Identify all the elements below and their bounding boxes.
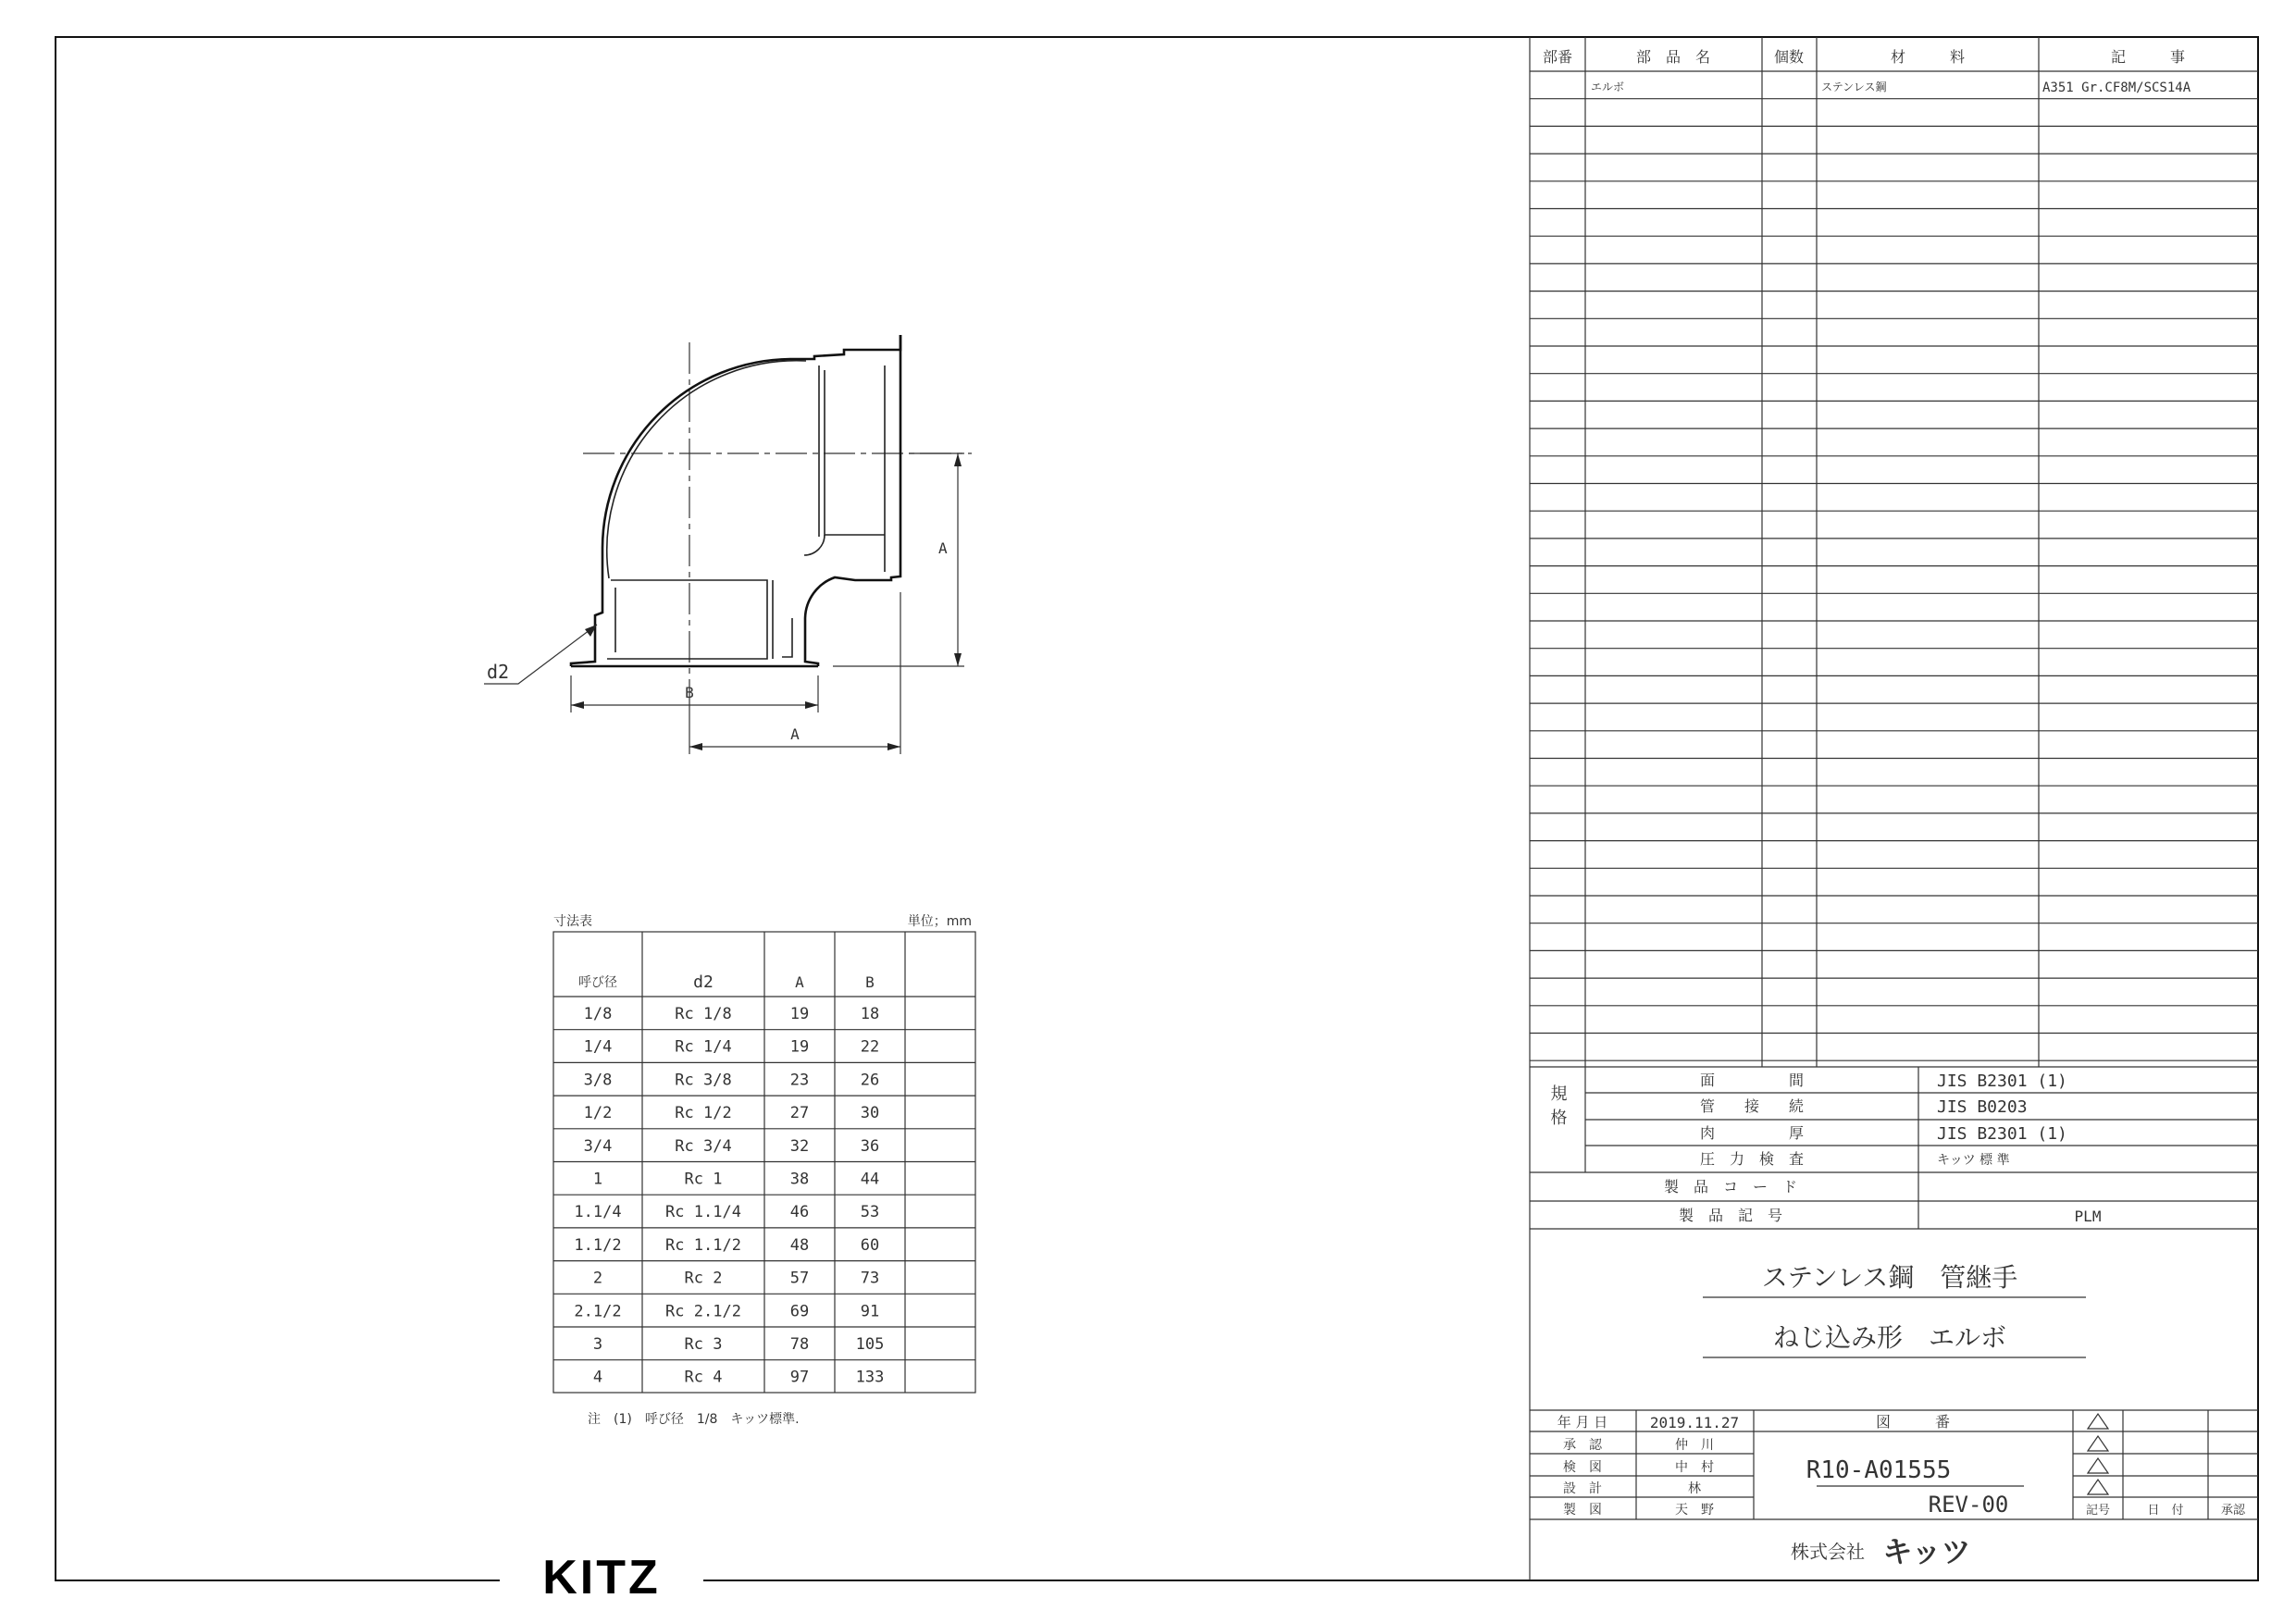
cell-a: 78 <box>789 1335 810 1354</box>
date-label: 年 月 日 <box>1557 1414 1608 1431</box>
table-header-nominal: 呼び径 <box>578 975 617 990</box>
drawing-no-label: 図 番 <box>1875 1413 1951 1431</box>
parts-row-material: ステンレス鋼 <box>1821 81 1887 93</box>
cell-d2: Rc 1/4 <box>675 1037 732 1057</box>
date-value: 2019.11.27 <box>1649 1414 1740 1431</box>
cell-d2: Rc 3 <box>684 1335 723 1354</box>
product-symbol-value: PLM <box>2074 1208 2102 1225</box>
cell-nominal: 1.1/2 <box>574 1235 622 1255</box>
cell-nominal: 4 <box>592 1368 603 1387</box>
cell-d2: Rc 1.1/2 <box>665 1235 741 1255</box>
parts-header-name: 部 品 名 <box>1635 48 1711 66</box>
cell-a: 23 <box>789 1071 810 1090</box>
cell-b: 30 <box>860 1104 880 1123</box>
role-check: 検 図 <box>1563 1460 1602 1475</box>
cell-d2: Rc 3/4 <box>675 1136 732 1156</box>
standard-label-pressure-test: 圧 力 検 査 <box>1699 1150 1805 1168</box>
title-block-name <box>1703 1262 2086 1357</box>
cell-nominal: 2.1/2 <box>574 1302 622 1321</box>
dimension-b-label: B <box>685 684 694 701</box>
cell-d2: Rc 1 <box>684 1170 723 1189</box>
cell-d2: Rc 3/8 <box>675 1071 732 1090</box>
cell-b: 22 <box>860 1037 880 1057</box>
standard-value-face-to-face: JIS B2301 (1) <box>1937 1072 2067 1091</box>
table-header-d2: d2 <box>693 973 714 992</box>
cell-a: 38 <box>789 1170 810 1189</box>
standard-value-pipe-connection: JIS B0203 <box>1937 1097 2028 1117</box>
cell-d2: Rc 1.1/4 <box>665 1203 741 1222</box>
kitz-logo-text: KITZ <box>542 1551 661 1604</box>
cell-b: 18 <box>860 1005 880 1023</box>
title-line-2: ねじ込み形 エルボ <box>1772 1322 2007 1353</box>
company-name: 株式会社 <box>1791 1541 1865 1563</box>
cell-b: 73 <box>860 1269 880 1288</box>
title-line-1: ステンレス鋼 管継手 <box>1761 1262 2018 1293</box>
revision-triangle-icon <box>2088 1458 2108 1473</box>
parts-header-qty: 個数 <box>1773 48 1805 66</box>
dimension-table <box>553 913 975 1427</box>
parts-row-remarks: A351 Gr.CF8M/SCS14A <box>2042 81 2191 95</box>
dimension-table-caption: 寸法表 <box>553 914 592 929</box>
standards-block <box>1530 1067 2258 1229</box>
cell-nominal: 1/2 <box>583 1104 613 1123</box>
cell-nominal: 3/8 <box>583 1071 613 1090</box>
cell-nominal: 3 <box>592 1335 603 1354</box>
name-design: 林 <box>1688 1481 1701 1496</box>
cell-d2: Rc 1/2 <box>675 1104 732 1123</box>
parts-header-remarks: 記 事 <box>2110 48 2186 66</box>
elbow-drawing <box>484 335 972 754</box>
role-approve: 承 認 <box>1563 1438 1602 1453</box>
kitz-logo <box>500 1551 703 1604</box>
dimension-a-vertical-label: A <box>938 539 948 557</box>
revision-triangle-icon <box>2088 1480 2108 1494</box>
drawing-number: R10-A01555 <box>1806 1456 1952 1484</box>
dimension-a-horizontal-label: A <box>790 725 800 743</box>
table-header-b: B <box>865 973 875 991</box>
cell-a: 19 <box>789 1037 810 1057</box>
table-header-a: A <box>795 973 804 991</box>
cell-nominal: 1 <box>592 1170 603 1189</box>
parts-header-material: 材 料 <box>1890 48 1966 66</box>
cell-nominal: 1.1/4 <box>574 1203 622 1222</box>
cell-b: 60 <box>860 1235 880 1255</box>
role-design: 設 計 <box>1563 1481 1602 1496</box>
cell-a: 97 <box>789 1368 810 1387</box>
cell-b: 44 <box>860 1170 880 1189</box>
parts-row-name: エルボ <box>1591 81 1625 93</box>
dimension-table-note: 注 (1) 呼び径 1/8 キッツ標準. <box>588 1412 800 1427</box>
cell-a: 57 <box>789 1269 810 1288</box>
name-draft: 天 野 <box>1675 1503 1714 1518</box>
revision-mark-label: 記号 <box>2085 1504 2111 1518</box>
dimension-table-unit: 単位；mm <box>907 914 972 929</box>
d2-label: d2 <box>487 661 510 683</box>
cell-nominal: 2 <box>592 1269 603 1288</box>
cell-d2: Rc 1/8 <box>675 1005 732 1023</box>
parts-header-no: 部番 <box>1542 48 1573 66</box>
product-symbol-label: 製 品 記 号 <box>1678 1207 1783 1224</box>
standard-value-pressure-test: キッツ 標 準 <box>1937 1153 2010 1168</box>
standard-value-wall-thickness: JIS B2301 (1) <box>1937 1124 2067 1144</box>
cell-b: 26 <box>860 1071 880 1090</box>
cell-d2: Rc 2 <box>684 1269 723 1288</box>
revision-approve-label: 承認 <box>2220 1504 2246 1518</box>
role-draft: 製 図 <box>1563 1503 1602 1518</box>
cell-a: 46 <box>789 1203 810 1222</box>
cell-a: 19 <box>789 1005 810 1023</box>
cell-nominal: 3/4 <box>583 1136 613 1156</box>
product-code-label: 製 品 コ ー ド <box>1663 1178 1798 1196</box>
revision-date-label: 日 付 <box>2147 1504 2184 1518</box>
cell-a: 32 <box>789 1136 810 1156</box>
cell-nominal: 1/4 <box>583 1037 613 1057</box>
cell-d2: Rc 4 <box>684 1368 723 1387</box>
standard-label-wall-thickness: 肉 厚 <box>1699 1124 1805 1142</box>
revision-triangle-icon <box>2088 1436 2108 1451</box>
cell-a: 48 <box>789 1235 810 1255</box>
title-block <box>1530 1410 2258 1569</box>
standards-group-label: 規格 <box>1547 1084 1568 1133</box>
cell-nominal: 1/8 <box>583 1005 613 1023</box>
cell-b: 36 <box>860 1136 880 1156</box>
company-logo-kitz-jp: キッツ <box>1882 1534 1971 1569</box>
name-approve: 仲 川 <box>1675 1438 1714 1453</box>
name-check: 中 村 <box>1675 1460 1714 1475</box>
cell-b: 133 <box>855 1368 885 1387</box>
standard-label-pipe-connection: 管 接 続 <box>1699 1097 1805 1115</box>
standard-label-face-to-face: 面 間 <box>1699 1072 1805 1089</box>
cell-b: 53 <box>860 1203 880 1222</box>
cell-b: 91 <box>860 1302 880 1321</box>
revision-number: REV-00 <box>1928 1492 2009 1518</box>
cell-a: 27 <box>789 1104 810 1123</box>
cell-a: 69 <box>789 1302 810 1321</box>
revision-triangle-icon <box>2088 1414 2108 1429</box>
cell-d2: Rc 2.1/2 <box>665 1302 741 1321</box>
cell-b: 105 <box>855 1335 885 1354</box>
